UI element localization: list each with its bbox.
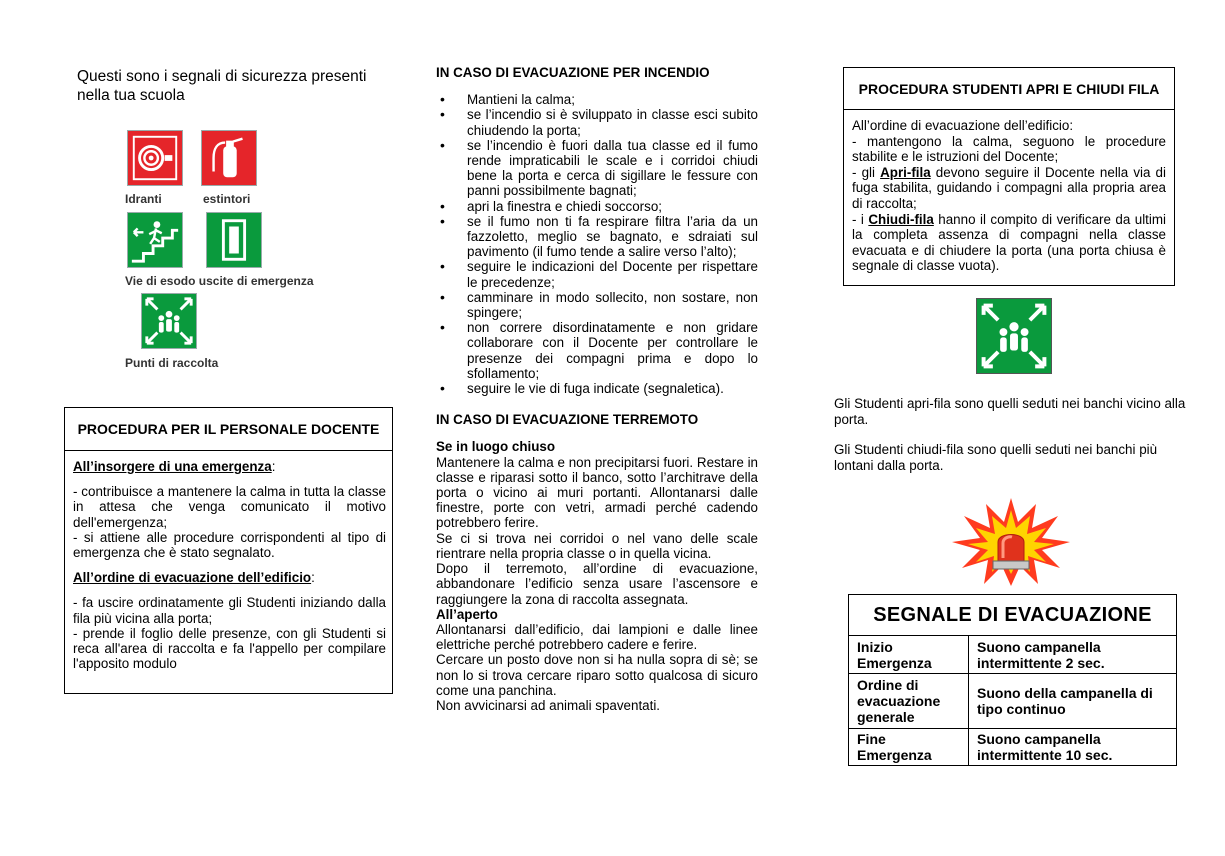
studenti-l1: All’ordine di evacuazione dell’edificio: (852, 118, 1074, 133)
terremoto-chiuso-text2: Se ci si trova nei corridoi o nel vano delle scale rientrare nella propria classe o in quella vicina. (436, 530, 758, 561)
studenti-procedure-box (843, 67, 1175, 286)
studenti-procedure-title: PROCEDURA STUDENTI APRI E CHIUDI FILA (844, 68, 1174, 110)
list-item: • se il fumo non ti fa respirare filtra l’aria da un fazzoletto, meglio se bagnato, e sdraiati sul pavimento (il fumo tende a salire verso l’alto); (467, 214, 758, 260)
docente-procedure-box (64, 407, 393, 694)
intro-text: Questi sono i segnali di sicurezza presenti nella tua scuola (77, 68, 367, 104)
docente-sub1: All’insorgere di una emergenza (73, 459, 272, 474)
terremoto-aperto-title: All’aperto (436, 606, 498, 622)
fire-hose-sign-icon (127, 130, 183, 186)
list-item: • se l’incendio è fuori dalla tua classe ed il fumo rende impraticabili le scale e i corridoi chiudi bene la porta e cerca di sigillare le fessure con panni possibilmente bagnati; (467, 138, 758, 199)
terremoto-chiuso-text3: Dopo il terremoto, all’ordine di evacuazione, abbandonare l’edificio senza usare l’ascensore e raggiungere la zona di raccolta assegnata. (436, 561, 758, 607)
list-item: • seguire le vie di fuga indicate (segnaletica). (467, 381, 758, 396)
docente-p4: - prende il foglio delle presenze, con gli Studenti si reca all'area di raccolta e fa l'appello per compilare l'apposito modulo (73, 625, 386, 672)
docente-sub1-colon: : (271, 459, 276, 474)
chiudi-fila-text: Gli Studenti chiudi-fila sono quelli seduti nei banchi più lontani dalla porta. (834, 442, 1158, 473)
table-cell-suono: Suono campanella intermittente 10 sec. (969, 728, 1177, 765)
docente-subtitle-emergenza (73, 459, 386, 474)
list-item: • non correre disordinatamente e non gridare collaborare con il Docente per controllare le presenze dei compagni prima e dopo lo sfollamento; (467, 320, 758, 381)
terremoto-title: IN CASO DI EVACUAZIONE TERREMOTO (436, 412, 699, 428)
table-row (849, 673, 1176, 728)
list-item: • Mantieni la calma; (467, 92, 758, 107)
studenti-l2: - mantengono la calma, seguono le procedure stabilite e le istruzioni del Docente; (852, 133, 1166, 165)
docente-p3: - fa uscire ordinatamente gli Studenti iniziando dalla fila più vicina alla porta; (73, 595, 386, 626)
evacuation-signal-title: SEGNALE DI EVACUAZIONE (849, 595, 1176, 636)
assembly-point-sign-icon (976, 298, 1052, 374)
signal-table (849, 636, 1176, 765)
docente-p2: - si attiene alle procedure corrispondenti al tipo di emergenza che è stato segnalato. (73, 529, 386, 561)
incendio-title: IN CASO DI EVACUAZIONE PER INCENDIO (436, 65, 710, 80)
docente-subtitle-evacuazione (73, 570, 386, 585)
table-row (849, 728, 1176, 765)
middle-column (436, 65, 758, 713)
studenti-l4c: hanno il compito di verificare da ultimi la completa assenza di compagni nella classe evacuata e di chiudere la porta (una porta chiusa è segnale di classe vuota). (852, 211, 1166, 274)
list-item: • seguire le indicazioni del Docente per rispettare le precedenze; (467, 259, 758, 289)
terremoto-aperto-text: Allontanarsi dall’edificio, dai lampioni e dalle linee elettriche perché potrebbero cadere e ferire. (436, 621, 758, 653)
docente-sub2-colon: : (311, 570, 315, 586)
studenti-l4 (852, 212, 1166, 274)
terremoto-aperto-text3: Non avvicinarsi ad animali spaventati. (436, 697, 661, 713)
list-item: • camminare in modo sollecito, non sostare, non spingere; (467, 290, 758, 320)
studenti-l3c: devono seguire il Docente nella via di fuga stabilita, guidando i compagni alla propria area di raccolta; (852, 164, 1166, 211)
table-cell-suono: Suono campanella intermittente 2 sec. (977, 638, 1105, 671)
table-cell-evento: Ordine di evacuazione generale (849, 673, 969, 728)
alarm-siren-icon (946, 496, 1076, 586)
apri-fila-text: Gli Studenti apri-fila sono quelli seduti nei banchi vicino alla porta. (834, 396, 1186, 427)
sign-caption-estintori: estintori (203, 192, 251, 206)
apri-fila-term: Apri-fila (880, 164, 931, 180)
docente-p1: - contribuisce a mantenere la calma in tutta la classe in attesa che venga comunicato il motivo dell'emergenza; (73, 484, 386, 530)
table-cell-evento: Fine Emergenza (849, 728, 969, 765)
list-item: • se l’incendio si è sviluppato in classe esci subito chiudendo la porta; (467, 107, 758, 137)
studenti-l3 (852, 165, 1166, 212)
studenti-l4a: - i (852, 211, 869, 227)
docente-sub2: All’ordine di evacuazione dell’edificio (73, 570, 312, 586)
fire-extinguisher-sign-icon (201, 130, 257, 186)
terremoto-chiuso-text: Mantenere la calma e non precipitarsi fuori. Restare in classe e riparasi sotto il banco, sotto l’architrave della porta o vicino ai muri portanti. Allontanarsi dalle finestre, porte con vetri, armadi perché cadendo potrebbero ferire. (436, 454, 758, 531)
studenti-l3a: - gli (852, 164, 881, 180)
incendio-list (436, 92, 758, 396)
table-row (849, 636, 1176, 673)
table-cell-evento: Inizio Emergenza (849, 636, 969, 673)
evacuation-signal-table (848, 594, 1177, 766)
emergency-exit-door-sign-icon (206, 212, 262, 268)
terremoto-aperto-text2: Cercare un posto dove non si ha nulla sopra di sè; se non lo si trova cercare riparo sotto qualcosa di sicuro come una panchina. (436, 652, 758, 698)
sign-caption-idranti: Idranti (125, 192, 162, 206)
sign-caption-vie-esodo: Vie di esodo uscite di emergenza (125, 274, 314, 288)
terremoto-chiuso-title: Se in luogo chiuso (436, 439, 556, 455)
table-cell-suono: Suono della campanella di tipo continuo (969, 673, 1177, 728)
apri-chiudi-explanation (834, 396, 1196, 473)
sign-caption-punti-raccolta: Punti di raccolta (125, 356, 219, 370)
docente-procedure-title: PROCEDURA PER IL PERSONALE DOCENTE (65, 408, 392, 451)
assembly-point-sign-icon (141, 293, 197, 349)
list-item: • apri la finestra e chiedi soccorso; (467, 199, 758, 214)
emergency-exit-stairs-sign-icon (127, 212, 183, 268)
chiudi-fila-term: Chiudi-fila (868, 211, 934, 227)
